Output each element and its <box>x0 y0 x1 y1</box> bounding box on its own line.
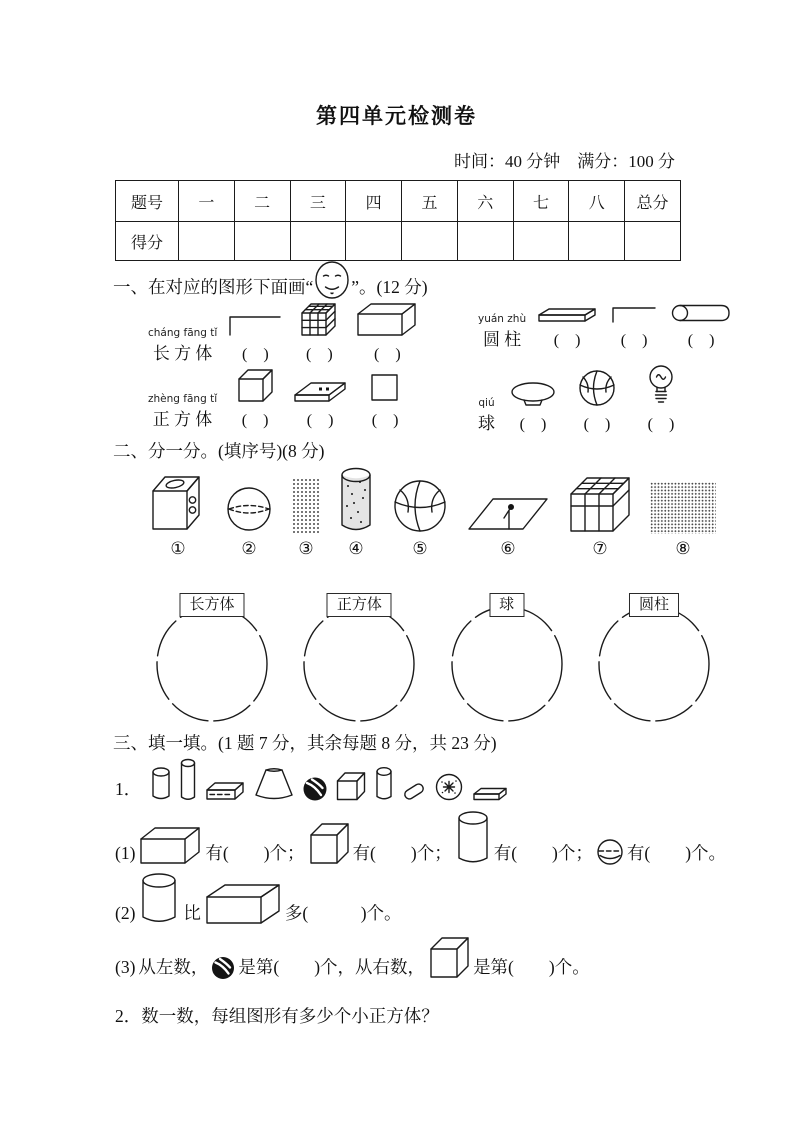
item-number: ④ <box>348 539 364 559</box>
q1-label-ball <box>478 397 495 434</box>
speckled-block-icon <box>650 482 716 534</box>
answer-blank: ( ) <box>620 332 648 349</box>
textured-cylinder-icon <box>338 466 374 534</box>
q2-bins <box>153 593 713 725</box>
q1-group-cylinder <box>478 302 732 350</box>
q1-heading-text-post: ”。(12 分) <box>351 277 428 297</box>
table-header-cell: 五 <box>402 181 458 222</box>
cuboid-icon <box>204 880 282 926</box>
q3-sub1 <box>115 810 726 866</box>
q1-group-ball <box>478 364 689 434</box>
table-header-cell: 七 <box>513 181 569 222</box>
q1-item <box>227 312 283 364</box>
corner-outline-icon <box>227 312 283 338</box>
answer-blank: ( ) <box>306 412 334 429</box>
bin-ball <box>448 593 566 725</box>
small-cylinder-icon <box>374 766 394 802</box>
cube-icon <box>308 820 350 866</box>
q2-item-4 <box>338 466 374 559</box>
item-number: ⑧ <box>675 539 691 559</box>
q3-sub3-end: 是第( )个。 <box>473 957 590 977</box>
flat-box-icon <box>204 780 246 802</box>
score-cell <box>290 222 346 261</box>
q2-item-6 <box>466 492 550 559</box>
basketball-icon <box>577 368 617 408</box>
q3-sub1-number: (1) <box>115 843 136 863</box>
score-row-label: 得分 <box>116 222 179 261</box>
q2-item-7 <box>568 472 632 559</box>
page-title: 第四单元检测卷 <box>316 104 477 128</box>
q3-item1-number: 1． <box>115 779 142 799</box>
q3-sub1-seg: 有( )个； <box>352 843 452 863</box>
score-cell <box>234 222 290 261</box>
bin-label: 长方体 <box>179 593 244 617</box>
answer-blank: ( ) <box>553 332 581 349</box>
q3-sub2-end: 多( )个。 <box>284 903 402 923</box>
table-header-cell: 四 <box>346 181 402 222</box>
flat-slab-icon <box>536 306 598 324</box>
q3-sub3 <box>115 934 590 980</box>
question-number-row <box>116 181 681 222</box>
q2-item-5 <box>392 478 448 559</box>
pinyin-cube: zhèng fāng tǐ <box>148 393 218 405</box>
score-cell <box>513 222 569 261</box>
q1-group-cuboid <box>148 300 419 364</box>
q1-item <box>670 302 732 350</box>
q1-item <box>505 380 561 434</box>
answer-blank: ( ) <box>687 332 715 349</box>
q3-heading: 三、填一填。(1 题 7 分，其余每题 8 分，共 23 分) <box>113 733 497 753</box>
speckled-strip-icon <box>292 478 320 534</box>
answer-blank: ( ) <box>374 346 401 363</box>
item-number: ⑤ <box>412 539 428 559</box>
cube-icon <box>236 366 274 404</box>
q2-item-8 <box>650 482 716 559</box>
paper-with-pin-icon <box>466 492 550 534</box>
score-cell <box>625 222 681 261</box>
q1-item <box>606 304 662 350</box>
table-header-cell: 题号 <box>116 181 179 222</box>
small-cube-icon <box>335 770 367 802</box>
q2-heading: 二、分一分。(填序号)(8 分) <box>113 441 325 461</box>
bin-circle <box>449 604 565 724</box>
basketball-icon <box>392 478 448 534</box>
q1-heading-text-pre: 一、在对应的图形下面画“ <box>113 277 314 297</box>
cylinder-icon <box>138 872 180 926</box>
score-cell <box>346 222 402 261</box>
tissue-box-icon <box>150 470 206 534</box>
q1-label-cube <box>148 393 217 430</box>
answer-blank: ( ) <box>371 412 399 429</box>
tilted-capsule-icon <box>401 780 427 802</box>
bin-label: 球 <box>489 593 524 617</box>
answer-blank: ( ) <box>519 416 547 433</box>
score-cell <box>457 222 513 261</box>
q1-item <box>633 364 689 434</box>
q1-item <box>291 300 347 364</box>
q2-item-3 <box>292 478 320 559</box>
item-number: ⑦ <box>592 539 608 559</box>
q3-item1-shape-row <box>115 758 509 802</box>
lying-cylinder-icon <box>670 302 732 324</box>
q3-sub3-mid: 是第( )个，从右数， <box>238 957 426 977</box>
q3-sub3-pre: 从左数， <box>138 957 209 977</box>
smiley-face-icon <box>313 260 351 300</box>
q1-heading <box>113 260 428 300</box>
score-row <box>116 222 681 261</box>
label-ball: 球 <box>478 414 495 433</box>
thin-slab-icon <box>471 786 509 802</box>
bin-label: 正方体 <box>327 593 392 617</box>
score-cell <box>179 222 235 261</box>
table-header-cell: 三 <box>290 181 346 222</box>
q1-item <box>357 372 413 430</box>
exam-meta: 时间：40 分钟 满分：100 分 <box>454 152 675 171</box>
bin-cylinder <box>595 593 713 725</box>
q1-group-cube <box>148 366 413 430</box>
score-table <box>115 180 681 261</box>
q3-sub3-number: (3) <box>115 957 136 977</box>
dark-ball-icon <box>302 776 328 802</box>
label-cuboid: 长 方 体 <box>152 344 213 363</box>
flat-cuboid-icon <box>355 300 419 338</box>
item-number: ⑥ <box>500 539 516 559</box>
q2-item-2 <box>224 484 274 559</box>
bin-label: 圆柱 <box>629 593 679 617</box>
q1-label-cylinder <box>478 313 526 350</box>
q2-item-1 <box>150 470 206 559</box>
textured-ball-icon <box>434 772 464 802</box>
q1-label-cuboid <box>148 327 217 364</box>
score-cell <box>569 222 625 261</box>
label-cube: 正 方 体 <box>152 410 213 429</box>
bin-cube <box>300 593 418 725</box>
square-icon <box>369 372 401 404</box>
rubik-cube-icon <box>568 472 632 534</box>
dark-ball-icon <box>211 956 235 980</box>
q1-item <box>291 378 349 430</box>
q3-sub2-compare: 比 <box>183 903 201 923</box>
bin-cuboid <box>153 593 271 725</box>
cuboid-icon <box>138 824 202 866</box>
bin-circle <box>301 604 417 724</box>
cube-icon <box>428 934 470 980</box>
cylinder-icon <box>455 810 491 866</box>
table-header-cell: 六 <box>457 181 513 222</box>
answer-blank: ( ) <box>242 346 269 363</box>
bin-circle <box>596 604 712 724</box>
pinyin-ball: qiú <box>478 397 495 409</box>
score-cell <box>402 222 458 261</box>
answer-blank: ( ) <box>647 416 675 433</box>
q3-sub2 <box>115 872 402 926</box>
label-cylinder: 圆 柱 <box>482 330 522 349</box>
q1-item <box>355 300 419 364</box>
item-number: ① <box>170 539 186 559</box>
q3-item2: 2．数一数，每组图形有多少个小正方体？ <box>115 1006 439 1026</box>
table-header-cell: 八 <box>569 181 625 222</box>
q1-item <box>536 306 598 350</box>
answer-blank: ( ) <box>306 346 333 363</box>
sphere-icon <box>596 838 624 866</box>
q3-sub1-seg-end: 有( )个。 <box>626 843 727 863</box>
small-cylinder-icon <box>150 766 172 802</box>
bin-circle <box>154 604 270 724</box>
grid-cube-icon <box>299 300 339 338</box>
item-number: ③ <box>298 539 314 559</box>
tall-cylinder-icon <box>179 758 197 802</box>
q1-item <box>569 368 625 434</box>
pencil-box-icon <box>291 378 349 404</box>
table-header-cell: 总分 <box>625 181 681 222</box>
item-number: ② <box>241 539 257 559</box>
steamed-bun-icon <box>507 380 559 408</box>
corner-outline-icon <box>610 304 658 324</box>
truncated-cone-icon <box>253 766 295 802</box>
light-bulb-icon <box>646 364 676 408</box>
q3-sub2-number: (2) <box>115 903 136 923</box>
answer-blank: ( ) <box>241 412 269 429</box>
sphere-dashed-icon <box>224 484 274 534</box>
pinyin-cuboid: cháng fāng tǐ <box>148 327 218 339</box>
table-header-cell: 二 <box>234 181 290 222</box>
q2-items <box>150 466 716 559</box>
q3-sub1-seg: 有( )个； <box>493 843 593 863</box>
q1-item <box>227 366 283 430</box>
q3-sub1-seg: 有( )个； <box>205 843 305 863</box>
table-header-cell: 一 <box>179 181 235 222</box>
answer-blank: ( ) <box>583 416 611 433</box>
pinyin-cylinder: yuán zhù <box>478 313 527 325</box>
